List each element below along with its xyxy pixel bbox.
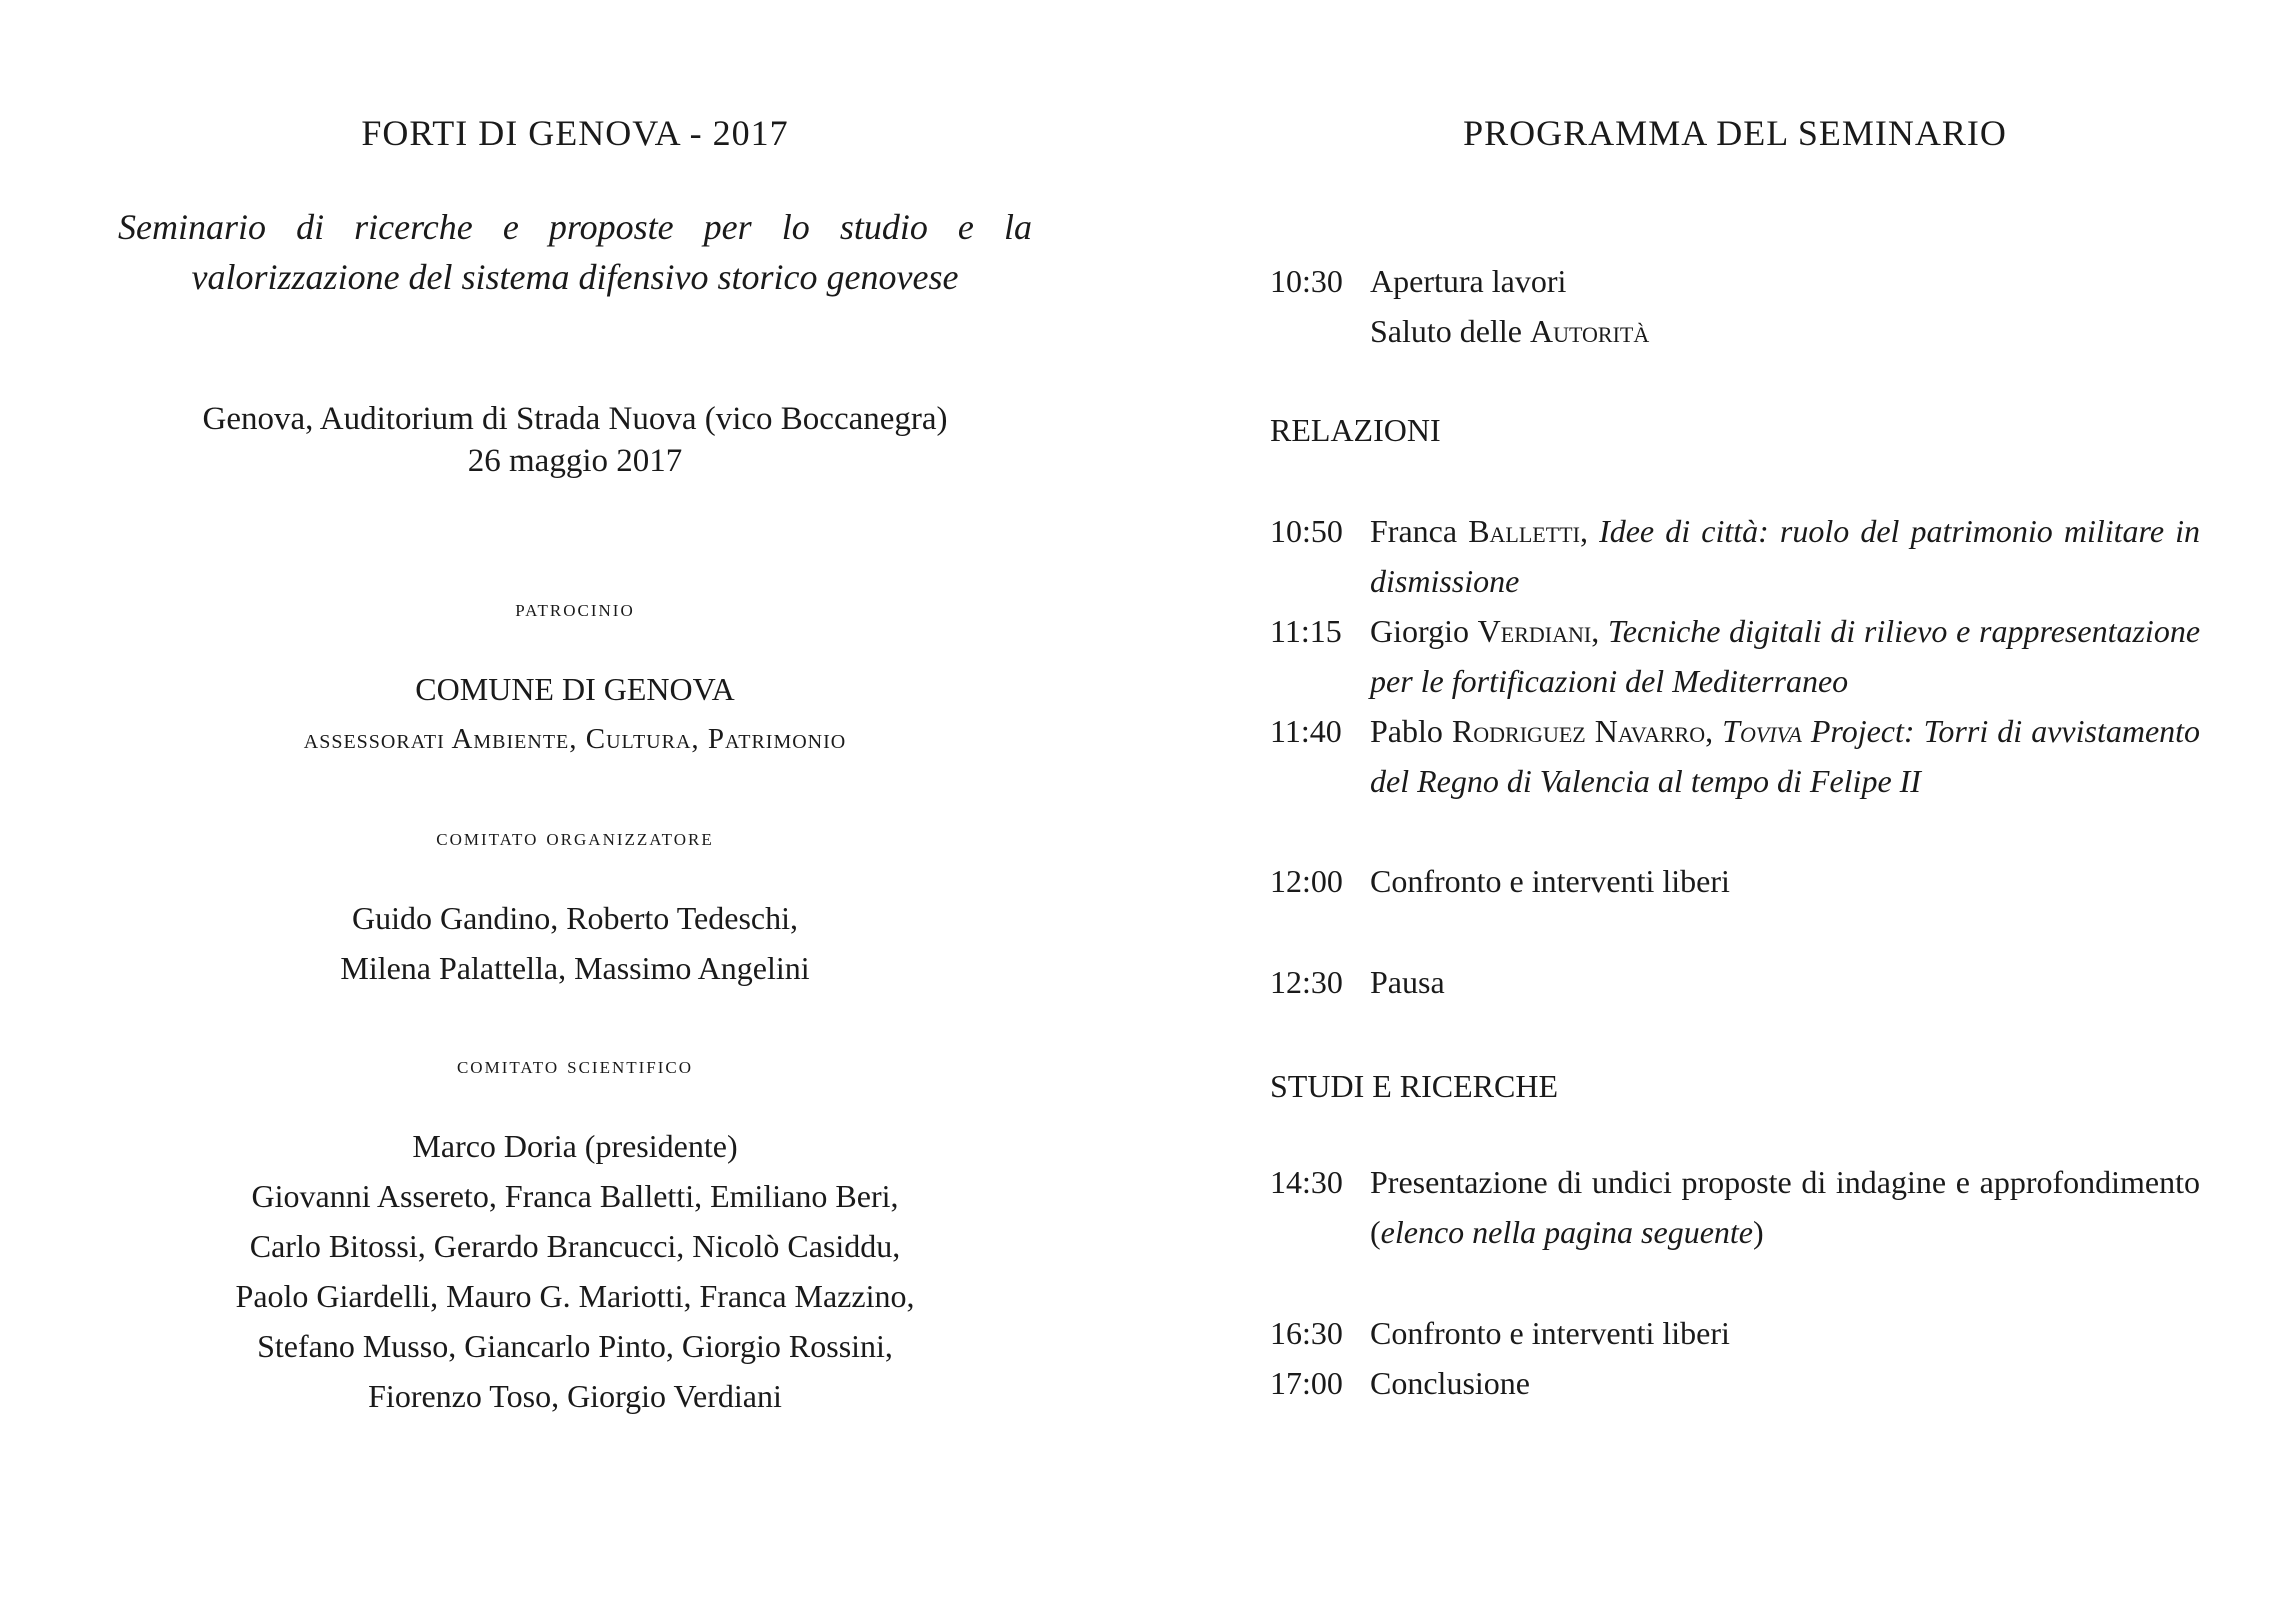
patrocinio-label: patrocinio [515, 596, 635, 622]
schedule-time: 12:00 [1270, 863, 1343, 899]
separator: , [1579, 513, 1600, 549]
schedule-confronto [1270, 1308, 2200, 1358]
assessorati: assessorati Ambiente, Cultura, Patrimonio [303, 723, 847, 755]
section-relazioni: RELAZIONI [1270, 412, 1441, 448]
schedule-presentazione [1270, 1157, 2200, 1257]
schedule-time: 10:50 [1270, 513, 1343, 549]
schedule-time: 14:30 [1270, 1164, 1343, 1200]
subtitle-line-1: Seminario di ricerche e proposte per lo studio e la [118, 207, 1032, 247]
scientifico-block [100, 1121, 1050, 1421]
speaker-first-name: Giorgio [1370, 613, 1478, 649]
organizzatore-label: comitato organizzatore [436, 825, 714, 851]
schedule-talk [1270, 506, 2200, 606]
speaker-surname: Balletti [1468, 513, 1580, 549]
schedule-time: 11:15 [1270, 613, 1342, 649]
separator: , [1591, 613, 1608, 649]
scientifico-line: Giovanni Assereto, Franca Balletti, Emiliano Beri, [251, 1178, 899, 1214]
speaker-surname: Verdiani [1477, 613, 1592, 649]
scientifico-line: Stefano Musso, Giancarlo Pinto, Giorgio Rossini, [257, 1328, 893, 1364]
speaker-first-name: Pablo [1370, 713, 1452, 749]
scientifico-line: Marco Doria (presidente) [412, 1128, 738, 1164]
comune-name: COMUNE DI GENOVA [415, 671, 735, 707]
schedule-time: 17:00 [1270, 1365, 1343, 1401]
schedule-time: 11:40 [1270, 713, 1342, 749]
scientifico-line: Paolo Giardelli, Mauro G. Mariotti, Franca Mazzino, [235, 1278, 915, 1314]
page-title: FORTI DI GENOVA - 2017 [361, 113, 789, 153]
scientifico-line: Fiorenzo Toso, Giorgio Verdiani [368, 1378, 782, 1414]
speaker-first-name: Franca [1370, 513, 1469, 549]
venue-date: 26 maggio 2017 [467, 443, 683, 479]
organizzatore-block [100, 893, 1050, 993]
schedule-text: Conclusione [1370, 1365, 1530, 1401]
schedule-text: Saluto delle [1370, 313, 1530, 349]
talk-title: Idee di città: ruolo del patrimonio militare in dismissione [1370, 513, 2201, 599]
speaker-surname: Rodriguez Navarro [1451, 713, 1706, 749]
schedule-time: 10:30 [1270, 263, 1343, 299]
talk-title: Project: Torri di avvistamento del Regno di Valencia al tempo di Felipe II [1370, 713, 2201, 799]
authorities: Autorità [1529, 313, 1650, 349]
project-name: Toviva [1722, 713, 1802, 749]
schedule-talk [1270, 606, 2200, 706]
schedule-conclusione [1270, 1358, 2200, 1408]
schedule-confronto [1270, 856, 2200, 906]
schedule-text: Apertura lavori [1370, 263, 1567, 299]
venue-place: Genova, Auditorium di Strada Nuova (vico Boccanegra) [202, 401, 948, 437]
schedule-pausa [1270, 957, 2200, 1007]
closing-paren: ) [1752, 1214, 1764, 1250]
schedule-text: Presentazione di undici proposte di indagine e approfondimento ( [1370, 1164, 2200, 1250]
schedule-text: Confronto e interventi liberi [1370, 1315, 1730, 1351]
schedule-talk [1270, 706, 2200, 806]
scientifico-line: Carlo Bitossi, Gerardo Brancucci, Nicolò Casiddu, [249, 1228, 901, 1264]
schedule-time: 16:30 [1270, 1315, 1343, 1351]
seminar-subtitle [118, 202, 1032, 302]
separator: , [1705, 713, 1723, 749]
venue [100, 398, 1050, 482]
organizzatore-line: Guido Gandino, Roberto Tedeschi, [352, 900, 798, 936]
talk-title: Tecniche digitali di rilievo e rappresentazione per le fortificazioni del Mediterraneo [1370, 613, 2201, 699]
schedule-opening [1270, 256, 2200, 356]
program-title: PROGRAMMA DEL SEMINARIO [1463, 113, 2007, 153]
patrocinio-block [100, 664, 1050, 764]
scientifico-label: comitato scientifico [456, 1053, 694, 1079]
subtitle-line-2: valorizzazione del sistema difensivo storico genovese [191, 257, 959, 297]
organizzatore-line: Milena Palattella, Massimo Angelini [340, 950, 810, 986]
schedule-time: 12:30 [1270, 964, 1343, 1000]
schedule-note: elenco nella pagina seguente [1380, 1214, 1753, 1250]
schedule-text: Pausa [1370, 964, 1445, 1000]
section-studi: STUDI E RICERCHE [1270, 1068, 1558, 1104]
schedule-text: Confronto e interventi liberi [1370, 863, 1730, 899]
